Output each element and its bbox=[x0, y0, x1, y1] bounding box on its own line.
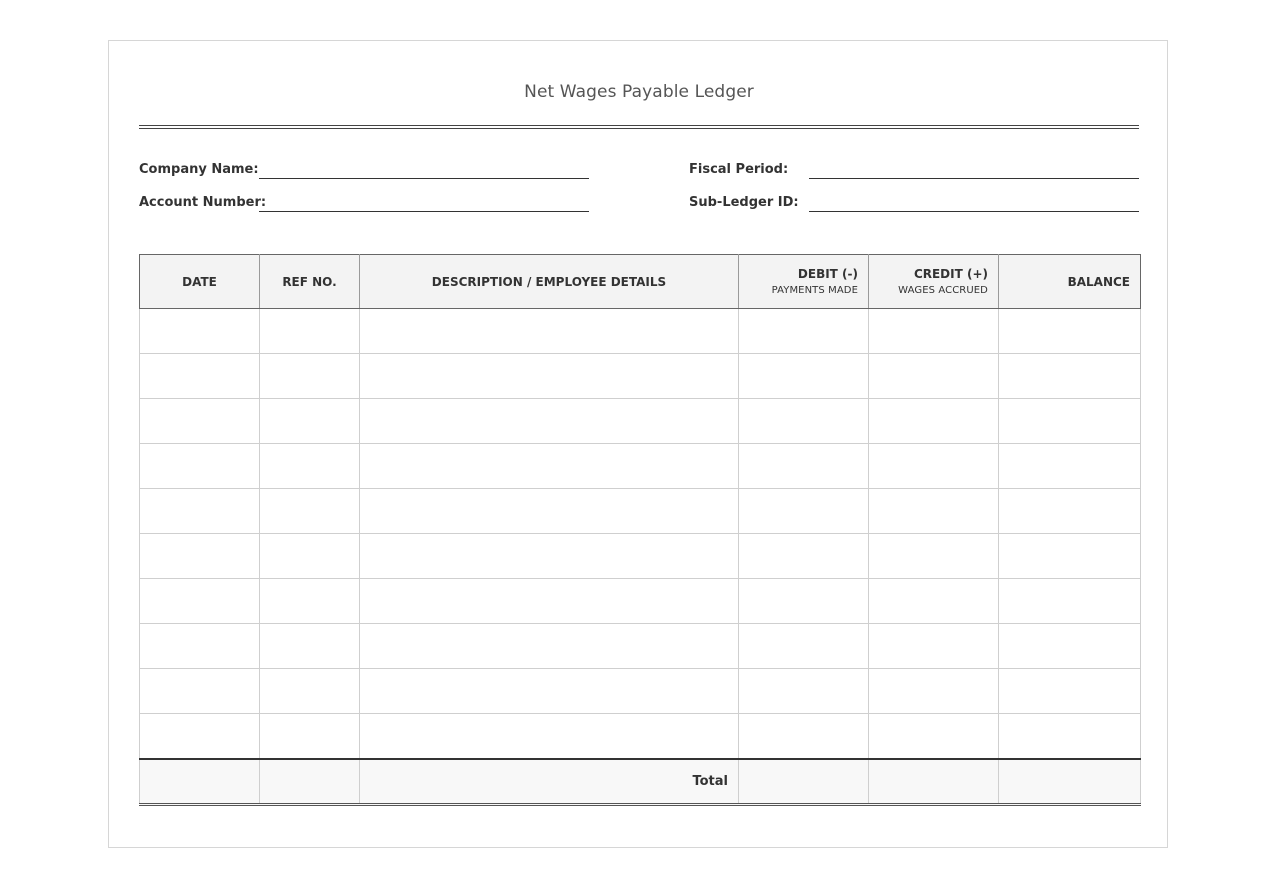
column-header-credit bbox=[869, 255, 999, 309]
total-date-cell bbox=[140, 759, 260, 805]
company-name-field[interactable] bbox=[259, 178, 589, 179]
total-debit-cell[interactable] bbox=[739, 759, 869, 805]
balance-cell[interactable] bbox=[999, 669, 1141, 714]
credit-cell[interactable] bbox=[869, 444, 999, 489]
debit-label: DEBIT (-) bbox=[797, 267, 858, 281]
credit-cell[interactable] bbox=[869, 534, 999, 579]
sub-ledger-id-field[interactable] bbox=[809, 211, 1139, 212]
ref-no-cell[interactable] bbox=[260, 309, 360, 354]
debit-sublabel: PAYMENTS MADE bbox=[771, 285, 858, 296]
balance-cell[interactable] bbox=[999, 354, 1141, 399]
total-credit-cell[interactable] bbox=[869, 759, 999, 805]
sub-ledger-id-label: Sub-Ledger ID: bbox=[689, 195, 799, 210]
column-header-date: DATE bbox=[140, 255, 260, 309]
credit-sublabel: WAGES ACCRUED bbox=[898, 285, 988, 296]
balance-cell[interactable] bbox=[999, 399, 1141, 444]
description-cell[interactable] bbox=[360, 624, 739, 669]
description-cell[interactable] bbox=[360, 444, 739, 489]
credit-label: CREDIT (+) bbox=[913, 267, 988, 281]
credit-cell[interactable] bbox=[869, 669, 999, 714]
ref-no-cell[interactable] bbox=[260, 399, 360, 444]
ledger-body bbox=[140, 309, 1141, 805]
ledger-table bbox=[139, 254, 1141, 806]
ref-no-cell[interactable] bbox=[260, 579, 360, 624]
ref-no-cell[interactable] bbox=[260, 624, 360, 669]
debit-cell[interactable] bbox=[739, 354, 869, 399]
total-balance-cell[interactable] bbox=[999, 759, 1141, 805]
debit-cell[interactable] bbox=[739, 579, 869, 624]
credit-cell[interactable] bbox=[869, 624, 999, 669]
account-number-field[interactable] bbox=[259, 211, 589, 212]
ledger-page bbox=[108, 40, 1168, 848]
table-row bbox=[140, 444, 1141, 489]
description-cell[interactable] bbox=[360, 714, 739, 759]
description-cell[interactable] bbox=[360, 399, 739, 444]
description-cell[interactable] bbox=[360, 579, 739, 624]
column-header-balance: BALANCE bbox=[999, 255, 1141, 309]
ref-no-cell[interactable] bbox=[260, 354, 360, 399]
credit-cell[interactable] bbox=[869, 489, 999, 534]
debit-cell[interactable] bbox=[739, 669, 869, 714]
debit-cell[interactable] bbox=[739, 714, 869, 759]
debit-cell[interactable] bbox=[739, 444, 869, 489]
fiscal-period-label: Fiscal Period: bbox=[689, 162, 789, 177]
table-row bbox=[140, 714, 1141, 759]
total-row bbox=[140, 759, 1141, 805]
balance-cell[interactable] bbox=[999, 714, 1141, 759]
ref-no-cell[interactable] bbox=[260, 669, 360, 714]
description-cell[interactable] bbox=[360, 669, 739, 714]
total-label: Total bbox=[360, 759, 739, 805]
total-ref-cell bbox=[260, 759, 360, 805]
date-cell[interactable] bbox=[140, 624, 260, 669]
balance-cell[interactable] bbox=[999, 444, 1141, 489]
description-cell[interactable] bbox=[360, 534, 739, 579]
date-cell[interactable] bbox=[140, 309, 260, 354]
fiscal-period-field[interactable] bbox=[809, 178, 1139, 179]
date-cell[interactable] bbox=[140, 399, 260, 444]
table-row bbox=[140, 579, 1141, 624]
date-cell[interactable] bbox=[140, 444, 260, 489]
table-row bbox=[140, 669, 1141, 714]
date-cell[interactable] bbox=[140, 534, 260, 579]
debit-cell[interactable] bbox=[739, 624, 869, 669]
company-name-label: Company Name: bbox=[139, 162, 259, 177]
date-cell[interactable] bbox=[140, 669, 260, 714]
balance-cell[interactable] bbox=[999, 579, 1141, 624]
debit-cell[interactable] bbox=[739, 489, 869, 534]
date-cell[interactable] bbox=[140, 354, 260, 399]
balance-cell[interactable] bbox=[999, 624, 1141, 669]
table-row bbox=[140, 309, 1141, 354]
table-row bbox=[140, 624, 1141, 669]
balance-cell[interactable] bbox=[999, 309, 1141, 354]
description-cell[interactable] bbox=[360, 354, 739, 399]
credit-cell[interactable] bbox=[869, 399, 999, 444]
balance-cell[interactable] bbox=[999, 534, 1141, 579]
balance-cell[interactable] bbox=[999, 489, 1141, 534]
title-divider bbox=[139, 125, 1139, 129]
date-cell[interactable] bbox=[140, 714, 260, 759]
description-cell[interactable] bbox=[360, 309, 739, 354]
credit-cell[interactable] bbox=[869, 309, 999, 354]
table-row bbox=[140, 534, 1141, 579]
credit-cell[interactable] bbox=[869, 714, 999, 759]
debit-cell[interactable] bbox=[739, 534, 869, 579]
column-header-description: DESCRIPTION / EMPLOYEE DETAILS bbox=[360, 255, 739, 309]
date-cell[interactable] bbox=[140, 579, 260, 624]
debit-cell[interactable] bbox=[739, 309, 869, 354]
credit-cell[interactable] bbox=[869, 579, 999, 624]
table-header-row bbox=[140, 255, 1141, 309]
page-title: Net Wages Payable Ledger bbox=[524, 82, 754, 102]
credit-cell[interactable] bbox=[869, 354, 999, 399]
date-cell[interactable] bbox=[140, 489, 260, 534]
account-number-label: Account Number: bbox=[139, 195, 267, 210]
table-row bbox=[140, 354, 1141, 399]
ref-no-cell[interactable] bbox=[260, 489, 360, 534]
column-header-ref-no: REF NO. bbox=[260, 255, 360, 309]
table-row bbox=[140, 489, 1141, 534]
ref-no-cell[interactable] bbox=[260, 534, 360, 579]
ref-no-cell[interactable] bbox=[260, 714, 360, 759]
column-header-debit bbox=[739, 255, 869, 309]
table-row bbox=[140, 399, 1141, 444]
debit-cell[interactable] bbox=[739, 399, 869, 444]
ref-no-cell[interactable] bbox=[260, 444, 360, 489]
description-cell[interactable] bbox=[360, 489, 739, 534]
